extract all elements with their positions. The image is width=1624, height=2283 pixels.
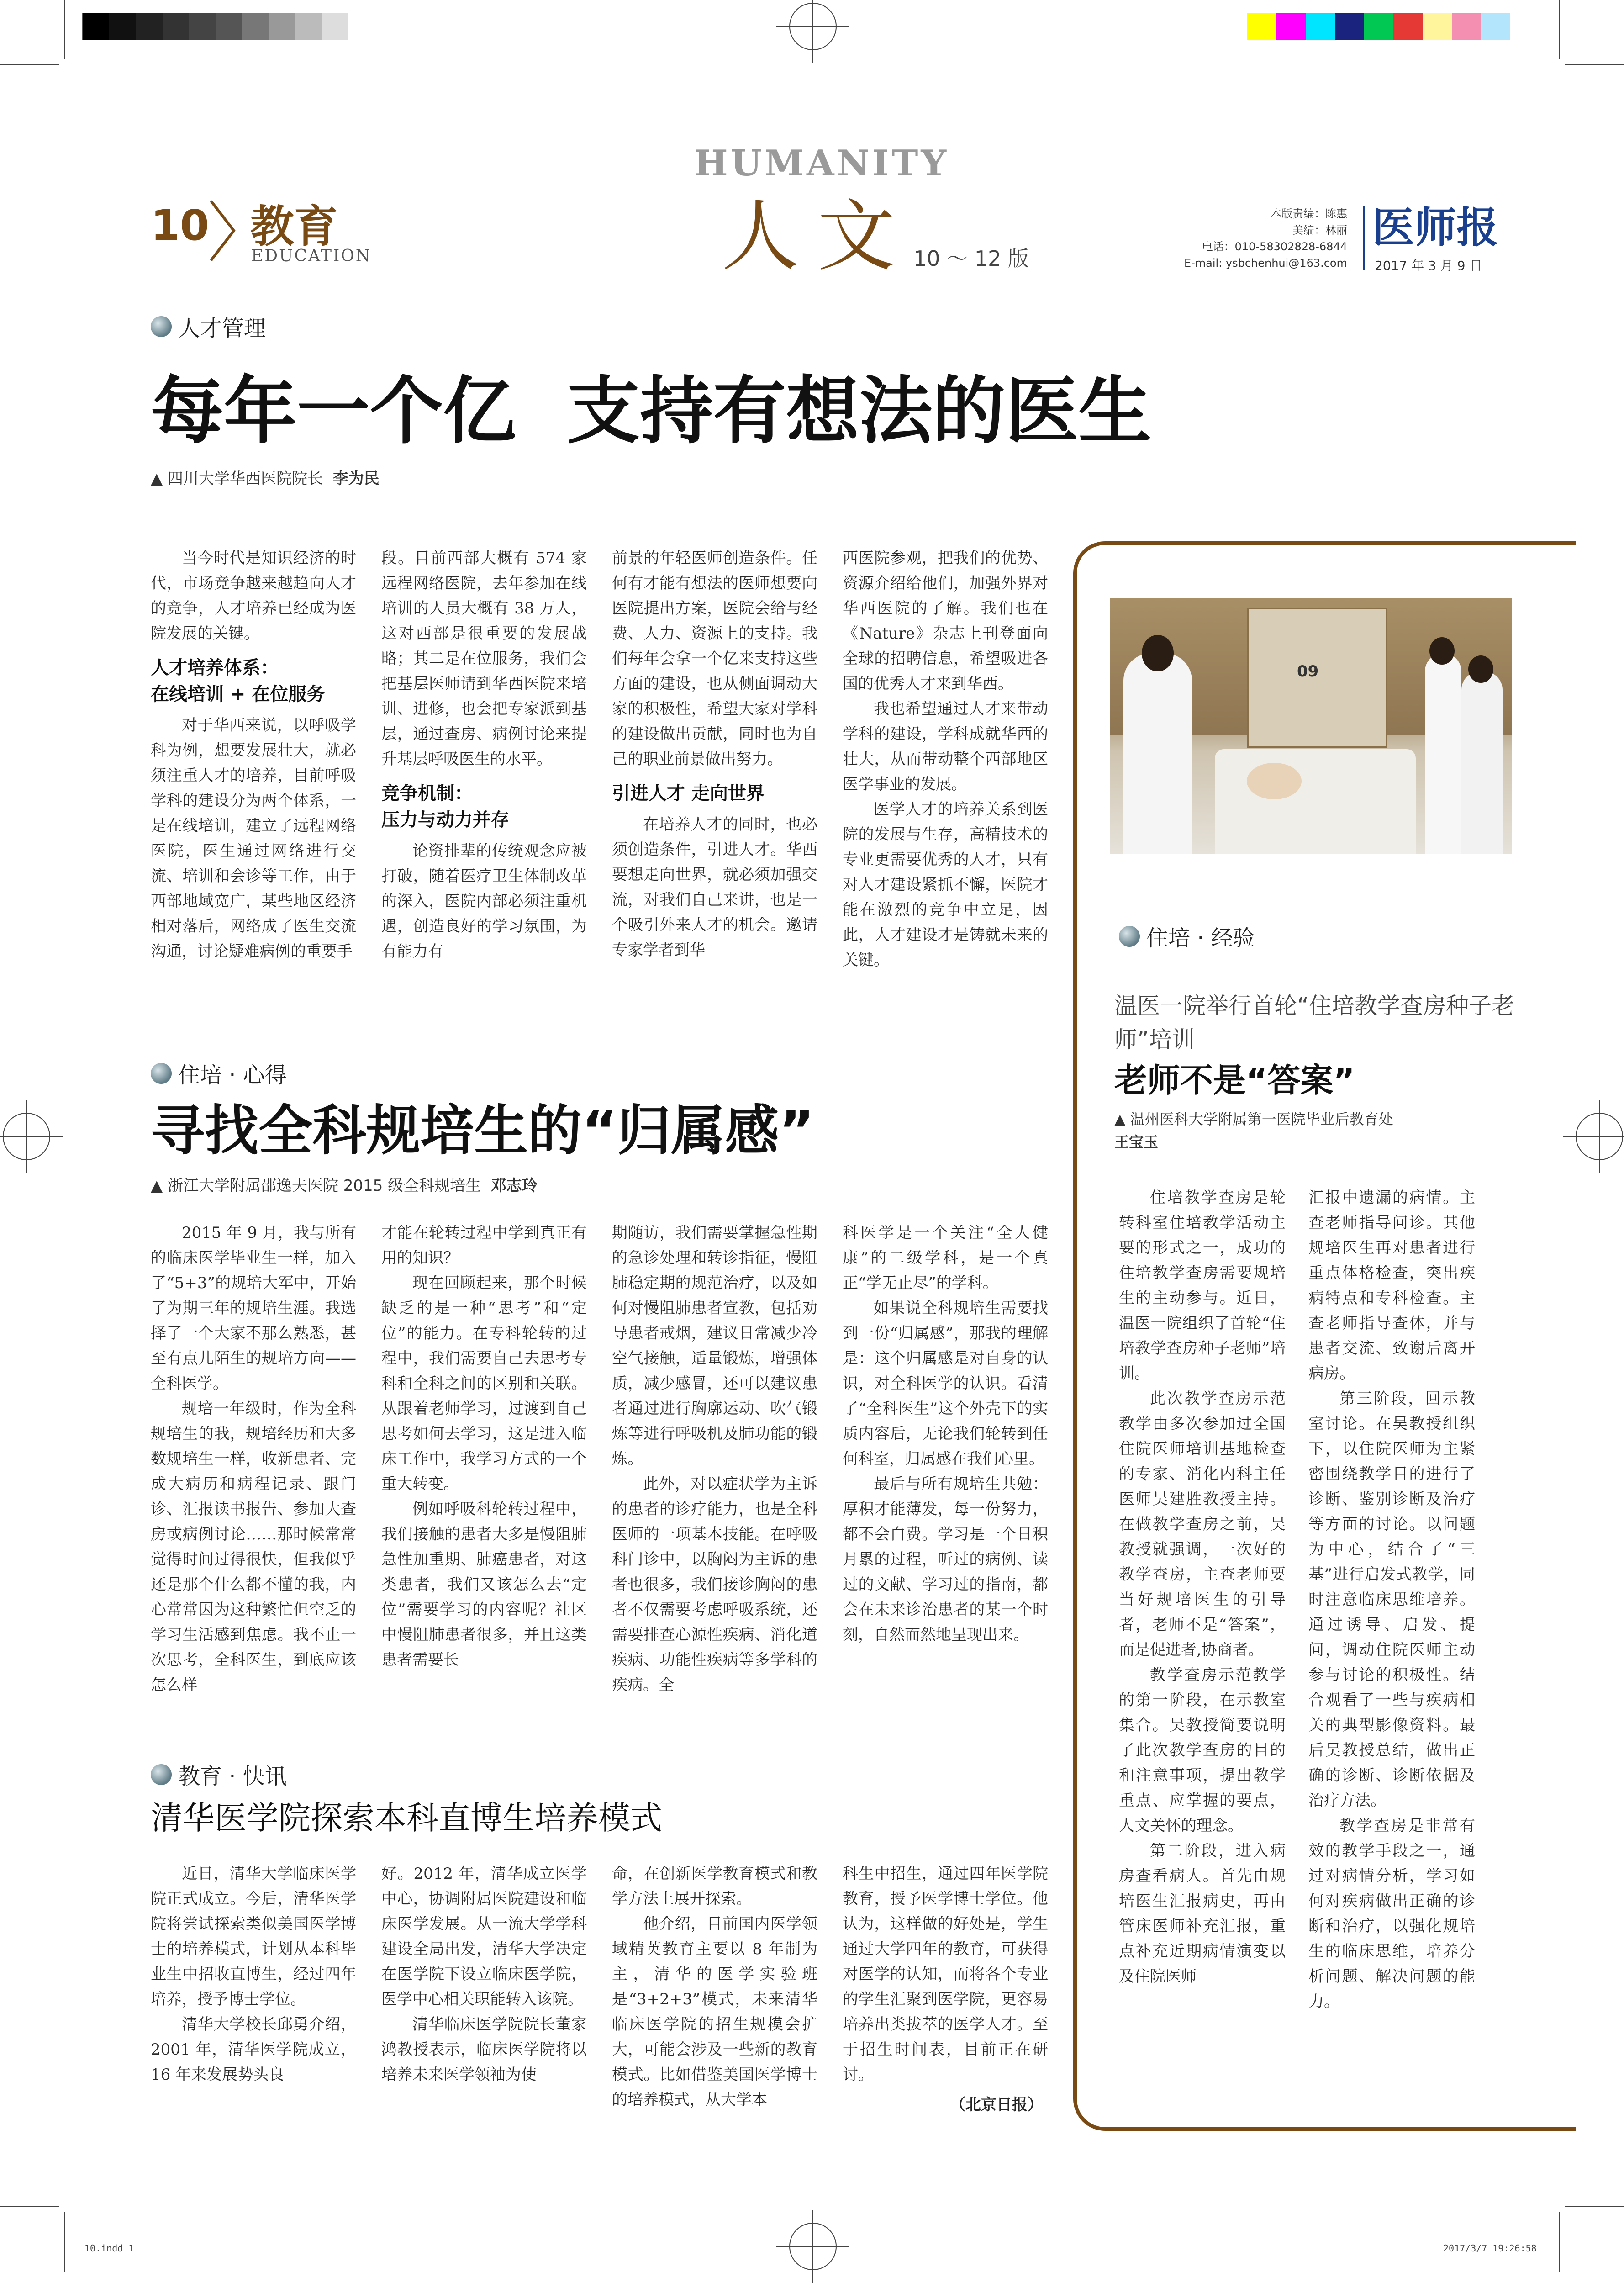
column-3: 期随访，我们需要掌握急性期的急诊处理和转诊指征，慢阻肺稳定期的规范治疗，以及如何对慢阻肺患者宣教，包括劝导患者戒烟，建议日常减少冷空气接触，适量锻炼，增强体质，减少感冒，还可以建议患者通过进行胸廓运动、吹气锻炼等进行呼吸机及肺功能的锻炼。 此外，对以症状学为主诉的患者的诊疗能力，也是全科医师的一项基本技能。在呼吸科门诊中，以胸闷为主诉的患者也很多，我们接诊胸闷的患者不仅需要考虑呼吸系统，还需要排查心源性疾病、消化道疾病、功能性疾病等多学科的疾病。全: [612, 1224, 817, 1694]
page-range: 10 ～ 12 版: [913, 246, 1029, 271]
print-timestamp: 2017/3/7 19:26:58: [1443, 2243, 1537, 2254]
byline: ▲ 温州医科大学附属第一医院毕业后教育处 王宝玉: [1114, 1110, 1393, 1151]
editor-info: 本版责编：陈惠 美编：林丽 电话：010-58302828-6844 E-mail: ysbchenhui@163.com: [1184, 207, 1347, 270]
bullet-icon: [1119, 926, 1140, 947]
section-tag: 住培 · 经验: [1119, 920, 1255, 952]
subheading: 竞争机制： 压力与动力并存: [381, 783, 509, 830]
registration-target-bottom: [789, 2223, 837, 2270]
room-number: 09: [1297, 662, 1319, 681]
bullet-icon: [151, 1063, 172, 1084]
chevron-right-icon: [206, 196, 238, 265]
registration-target-left: [3, 1113, 50, 1160]
column-4: 科生中招生，通过四年医学院教育，授予医学博士学位。他认为，这样做的好处是，学生通过大学四年的教育，可获得对医学的认知，而将各个专业的学生汇聚到医学院，更容易培养出类拔萃的医学人才。至于招生时间表，目前正在研讨。: [843, 1865, 1048, 2084]
section-title-en: EDUCATION: [251, 247, 372, 265]
headline: 寻找全科规培生的“归属感”: [151, 1099, 815, 1162]
newspaper-logo: 医师报: [1372, 203, 1499, 252]
column-2: 段。目前西部大概有 574 家远程网络医院，去年参加在线培训的人员大概有 38 万人，这对西部是很重要的发展战略；其二是在位服务，我们会把基层医师请到华西医院来培训、进修，也会把专家派到基层，通过查房、病例讨论来提升基层呼吸医生的水平。 竞争机制： 压力与动力并存 论资排辈的传统观念应被打破，随着医疗卫生体制改革的深入，医院内部必须注重机遇，创造良好的学习氛围，为有能力有: [381, 549, 587, 961]
kicker: 温医一院举行首轮“住培教学查房种子老师”培训: [1114, 993, 1514, 1053]
column-2: 好。2012 年，清华成立医学中心，协调附属医院建设和临床医学发展。从一流大学学科建设全局出发，清华大学决定在医学院下设立临床医学院，医学中心相关职能转入该院。 清华临床医学院院长董家鸿教授表示，临床医学院将以培养未来医学领袖为使: [381, 1865, 587, 2084]
section-title: 教育: [250, 201, 338, 252]
column-1: 当今时代是知识经济的时代，市场竞争越来越趋向人才的竞争，人才培养已经成为医院发展的关键。 人才培养体系： 在线培训 + 在位服务 对于华西来说，以呼吸学科为例，想要发展壮大，就必须注重人才的培养，目前呼吸学科的建设分为两个体系，一是在线培训，建立了远程网络医院，医生通过网络进行交流、培训和会诊等工作，由于西部地域宽广，某些地区经济相对落后，网络成了医生交流沟通，讨论疑难病例的重要手: [151, 549, 356, 961]
color-bar: [1247, 13, 1540, 40]
column-3: 前景的年轻医师创造条件。任何有才能有想法的医师想要向医院提出方案，医院会给与经费、人力、资源上的支持。我们每年会拿一个亿来支持这些方面的建设，也从侧面调动大家的积极性，希望大家对学科的建设做出贡献，同时也为自己的职业前景做出努力。 引进人才 走向世界 在培养人才的同时，也必须创造条件，引进人才。华西要想走向世界，就必须加强交流，对我们自己来讲，也是一个吸引外来人才的机会。邀请专家学者到华: [612, 549, 817, 959]
source-credit: （北京日报）: [950, 2096, 1043, 2114]
column-1: 住培教学查房是轮转科室住培教学活动主要的形式之一，成功的住培教学查房需要规培生的主动参与。近日，温医一院组织了首轮“住培教学查房种子老师”培训。 此次教学查房示范教学由多次参加过全国住院医师培训基地检查的专家、消化内科主任医师吴建胜教授主持。在做教学查房之前，吴教授就强调，一次好的教学查房，主查老师要当好规培医生的引导者，老师不是“答案”，而是促进者,协商者。 教学查房示范教学的第一阶段，在示教室集合。吴教授简要说明了此次教学查房的目的和注意事项，提出教学重点、应掌握的要点，人文关怀的理念。 第二阶段，进入病房查看病人。首先由规培医生汇报病史，再由管床医师补充汇报，重点补充近期病情演变以及住院医师: [1119, 1189, 1286, 1986]
header-divider: [1363, 206, 1365, 270]
bullet-icon: [151, 1764, 172, 1785]
column-1: 近日，清华大学临床医学院正式成立。今后，清华医学院将尝试探索类似美国医学博士的培养模式，计划从本科毕业生中招收直博生，经过四年培养，授予博士学位。 清华大学校长邱勇介绍，2001 年，清华医学院成立，16 年来发展势头良: [151, 1865, 356, 2084]
column-2: 才能在轮转过程中学到真正有用的知识？ 现在回顾起来，那个时候缺乏的是一种“思考”和“定位”的能力。在专科轮转的过程中，我们需要自己去思考专科和全科之间的区别和关联。从跟着老师学习，过渡到自己思考如何去学习，这是进入临床工作中，我学习方式的一个重大转变。 例如呼吸科轮转过程中，我们接触的患者大多是慢阻肺急性加重期、肺癌患者，对这类患者，我们又该怎么去“定位”需要学习的内容呢？社区中慢阻肺患者很多，并且这类患者需要长: [381, 1224, 587, 1669]
registration-target-top: [789, 3, 837, 50]
bullet-icon: [151, 316, 172, 337]
section-tag: 住培 · 心得: [151, 1057, 287, 1089]
ward-round-photo: [1110, 598, 1512, 854]
humanity-title: 人文: [722, 191, 914, 282]
column-4: 西医院参观，把我们的优势、资源介绍给他们，加强外界对华西医院的了解。我们也在《Nature》杂志上刊登面向全球的招聘信息，希望吸进各国的优秀人才来到华西。 我也希望通过人才来带动学科的建设，学科成就华西的壮大，从而带动整个西部地区医学事业的发展。 医学人才的培养关系到医院的发展与生存，高精技术的专业更需要优秀的人才，只有对人才建设紧抓不懈，医院才能在激烈的竞争中立足，因此，人才建设才是铸就未来的关键。: [843, 549, 1048, 969]
registration-target-right: [1576, 1113, 1623, 1160]
column-1: 2015 年 9 月，我与所有的临床医学毕业生一样，加入了“5+3”的规培大军中，开始了为期三年的规培生涯。我选择了一个大家不那么熟悉，甚至有点儿陌生的规培方向——全科医学。 规培一年级时，作为全科规培生的我，规培经历和大多数规培生一样，收新患者、完成大病历和病程记录、跟门诊、汇报读书报告、参加大查房或病例讨论……那时候常常觉得时间过得很快，但我似乎还是那个什么都不懂的我，内心常常因为这种繁忙但空乏的学习生活感到焦虑。我不止一次思考，全科医生，到底应该怎么样: [151, 1224, 356, 1694]
issue-date: 2017 年 3 月 9 日: [1375, 258, 1482, 273]
byline: ▲ 四川大学华西医院院长 李为民: [151, 470, 380, 488]
headline: 清华医学院探索本科直博生培养模式: [151, 1799, 662, 1837]
headline: 每年一个亿 支持有想法的医生: [151, 368, 1152, 454]
section-tag: 教育 · 快讯: [151, 1759, 287, 1790]
section-tag: 人才管理: [151, 311, 266, 342]
file-name: 10.indd 1: [84, 2243, 134, 2254]
subheading: 引进人才 走向世界: [612, 783, 765, 804]
column-4: 科医学是一个关注“全人健康”的二级学科，是一个真正“学无止尽”的学科。 如果说全科规培生需要找到一份“归属感”，那我的理解是：这个归属感是对自身的认识，对全科医学的认识。看清了“全科医生”这个外壳下的实质内容后，无论我们轮转到任何科室，归属感在我们心里。 最后与所有规培生共勉：厚积才能薄发，每一份努力，都不会白费。学习是一个日积月累的过程，听过的病例、读过的文献、学习过的指南，都会在未来诊治患者的某一个时刻，自然而然地呈现出来。: [843, 1224, 1048, 1644]
column-3: 命，在创新医学教育模式和教学方法上展开探索。 他介绍，目前国内医学领域精英教育主要以 8 年制为主，清华的医学实验班是“3+2+3”模式，未来清华临床医学院的招生规模会扩大，可能会涉及一些新的教育模式。比如借鉴美国医学博士的培养模式，从大学本: [612, 1865, 817, 2109]
headline: 老师不是“答案”: [1114, 1061, 1355, 1099]
byline: ▲ 浙江大学附属邵逸夫医院 2015 级全科规培生 邓志玲: [151, 1177, 538, 1195]
column-2: 汇报中遗漏的病情。主查老师指导问诊。其他规培医生再对患者进行重点体格检查，突出疾病特点和专科检查。主查老师指导查体，并与患者交流、致谢后离开病房。 第三阶段，回示教室讨论。在吴教授组织下，以住院医师为主紧密围绕教学目的进行了诊断、鉴别诊断及治疗等方面的讨论。以问题为中心，结合了“三基”进行启发式教学，同时注意临床思维培养。通过诱导、启发、提问，调动住院医师主动参与讨论的积极性。结合观看了一些与疾病相关的典型影像资料。最后吴教授总结，做出正确的诊断、诊断依据及治疗方法。 教学查房是非常有效的教学手段之一，通过对病情分析，学习如何对疾病做出正确的诊断和治疗，以强化规培生的临床思维，培养分析问题、解决问题的能力。: [1308, 1189, 1475, 2011]
subheading: 人才培养体系： 在线培训 + 在位服务: [151, 657, 325, 705]
grayscale-bar: [82, 13, 375, 40]
page-number: 10: [151, 201, 210, 250]
humanity-title-en: HUMANITY: [694, 143, 949, 184]
